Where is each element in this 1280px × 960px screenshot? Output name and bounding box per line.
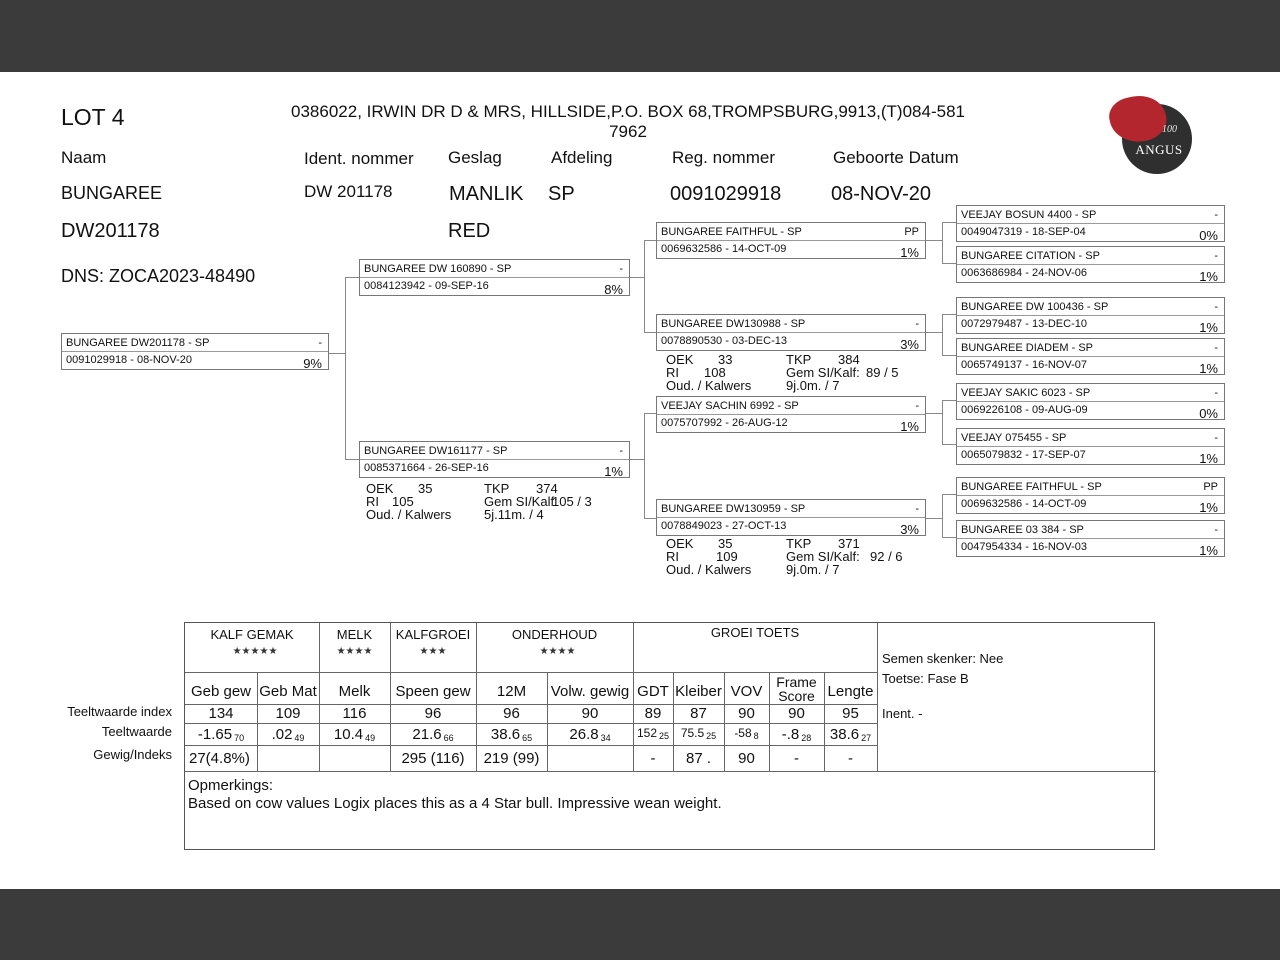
pedigree-name: BUNGAREE FAITHFUL - SP — [661, 226, 802, 238]
group-header: KALFGROEI — [395, 627, 471, 642]
pedigree-gg-6 — [956, 428, 1225, 465]
connector-line — [329, 353, 345, 354]
connector-line — [942, 314, 956, 315]
stat-value: 35 — [418, 481, 433, 496]
animal-naam: BUNGAREE — [61, 183, 163, 203]
breeding-value — [769, 726, 824, 743]
breeding-value — [547, 726, 633, 743]
breeding-value-number: 152 — [636, 726, 657, 740]
connector-line — [345, 459, 359, 460]
stat-value: 105 — [392, 494, 414, 509]
pedigree-pp: - — [619, 445, 623, 457]
stat-label: Oud. / Kalwers — [666, 562, 752, 577]
weight-index-value: 219 (99) — [483, 750, 540, 767]
index-value: 89 — [644, 705, 662, 722]
column-header: VOV — [730, 683, 763, 700]
pedigree-gg-8 — [956, 520, 1225, 557]
stat-label: OEK — [366, 481, 394, 496]
connector-line — [630, 459, 644, 460]
column-header: GDT — [637, 683, 669, 700]
pedigree-reg: 0078890530 - 03-DEC-13 — [661, 335, 787, 347]
pedigree-name: BUNGAREE DW130988 - SP — [661, 318, 806, 330]
pedigree-pct: 1% — [1199, 361, 1218, 376]
connector-line — [630, 277, 644, 278]
stat-value: 109 — [716, 549, 738, 564]
connector-line — [644, 332, 656, 333]
accuracy-value: 34 — [600, 733, 611, 743]
connector-line — [942, 537, 956, 538]
pedigree-pct: 1% — [1199, 269, 1218, 284]
connector-line — [942, 444, 956, 445]
pedigree-dam-sire — [656, 396, 926, 433]
weight-index-value: - — [848, 750, 853, 767]
breeding-value-number: 21.6 — [412, 726, 442, 743]
connector-line — [644, 413, 656, 414]
connector-line — [942, 263, 956, 264]
pedigree-name: VEEJAY 075455 - SP — [961, 432, 1067, 444]
pedigree-pct: 1% — [1199, 543, 1218, 558]
pedigree-sire-sire — [656, 222, 926, 259]
connector-line — [942, 355, 956, 356]
connector-line — [644, 413, 645, 519]
table-grid-line — [185, 723, 877, 724]
logo-text: ANGUS — [1135, 142, 1183, 157]
index-value: 90 — [788, 705, 805, 722]
animal-ident: DW 201178 — [304, 182, 393, 201]
performance-table — [184, 622, 1155, 850]
pedigree-pp: - — [1214, 250, 1218, 262]
pedigree-pp: - — [1214, 387, 1218, 399]
accuracy-value: 65 — [522, 733, 533, 743]
animal-reg: 0091029918 — [670, 183, 782, 205]
pedigree-pct: 1% — [1199, 320, 1218, 335]
index-value: 95 — [842, 705, 859, 722]
pedigree-pp: PP — [1203, 481, 1218, 493]
pedigree-reg: 0069632586 - 14-OCT-09 — [961, 498, 1087, 510]
connector-line — [926, 518, 942, 519]
column-header: Frame Score — [776, 674, 817, 704]
stat-label: OEK — [666, 352, 694, 367]
weight-index-value: - — [650, 750, 656, 767]
row-label-index: Teeltwaarde index — [67, 704, 172, 719]
stat-label: RI — [666, 549, 679, 564]
connector-line — [926, 240, 942, 241]
breeding-value-number: 38.6 — [829, 726, 860, 743]
pedigree-reg: 0091029918 - 08-NOV-20 — [66, 354, 192, 366]
pedigree-name: BUNGAREE DW201178 - SP — [66, 337, 210, 349]
pedigree-reg: 0069632586 - 14-OCT-09 — [661, 243, 787, 255]
animal-dns: DNS: ZOCA2023-48490 — [61, 266, 256, 286]
group-header: ONDERHOUD — [511, 627, 598, 642]
breeding-value — [633, 726, 673, 741]
pedigree-pp: - — [1214, 342, 1218, 354]
index-value: 96 — [503, 705, 520, 722]
rating-stars-icon: ★★★ — [419, 646, 447, 657]
pedigree-pct: 3% — [900, 522, 919, 537]
header-afdeling: Afdeling — [551, 148, 613, 167]
stat-label: RI — [666, 365, 679, 380]
pedigree-reg: 0084123942 - 09-SEP-16 — [364, 280, 489, 292]
pedigree-pct: 1% — [1199, 451, 1218, 466]
stat-value: 89 / 5 — [866, 365, 899, 380]
breeding-value — [476, 726, 547, 743]
breeding-value-number: .02 — [271, 726, 293, 743]
weight-index-value: 295 (116) — [401, 750, 465, 767]
pedigree-gg-5 — [956, 383, 1225, 420]
column-header: Lengte — [827, 683, 874, 700]
pedigree-name: BUNGAREE DW 100436 - SP — [961, 301, 1109, 313]
pedigree-gg-7 — [956, 477, 1225, 514]
column-header: Kleiber — [675, 683, 722, 700]
column-header: 12M — [496, 683, 527, 700]
breeding-value-number: 26.8 — [569, 726, 599, 743]
index-value: 109 — [275, 705, 301, 722]
pedigree-pct: 0% — [1199, 406, 1218, 421]
pedigree-pp: - — [915, 400, 919, 412]
pedigree-gg-1 — [956, 205, 1225, 242]
pedigree-gg-3 — [956, 297, 1225, 334]
lot-number: LOT 4 — [61, 104, 125, 130]
accuracy-value: 28 — [801, 733, 812, 743]
pedigree-name: BUNGAREE DW161177 - SP — [364, 445, 508, 457]
pedigree-pct: 8% — [604, 282, 623, 297]
pedigree-pct: 1% — [1199, 500, 1218, 515]
logo-badge: 100 — [1162, 124, 1177, 135]
bottom-bar — [0, 889, 1280, 960]
row-label-tw: Teeltwaarde — [101, 724, 172, 739]
pedigree-reg: 0072979487 - 13-DEC-10 — [961, 318, 1087, 330]
pedigree-pp: - — [915, 503, 919, 515]
connector-line — [942, 494, 943, 538]
test-phase: Toetse: Fase B — [882, 671, 969, 686]
group-header: GROEI TOETS — [710, 625, 800, 640]
pedigree-reg: 0085371664 - 26-SEP-16 — [364, 462, 489, 474]
owner-details: 0386022, IRWIN DR D & MRS, HILLSIDE,P.O. BOX 68,TROMPSBURG,9913,(T)084-581 7962 — [291, 102, 965, 141]
header-geslag: Geslag — [448, 148, 502, 167]
pedigree-name: BUNGAREE 03 384 - SP — [961, 524, 1084, 536]
table-grid-line — [877, 623, 878, 771]
connector-line — [942, 222, 943, 264]
pedigree-self — [61, 333, 329, 370]
connector-line — [926, 332, 942, 333]
pedigree-pct: 9% — [303, 356, 322, 371]
pedigree-pp: PP — [904, 226, 919, 238]
pedigree-sire-dam — [656, 314, 926, 351]
connector-line — [942, 222, 956, 223]
pedigree-reg: 0078849023 - 27-OCT-13 — [661, 520, 787, 532]
pedigree-reg: 0065079832 - 17-SEP-07 — [961, 449, 1086, 461]
stat-label: Gem SI/Kalf: — [786, 365, 860, 380]
connector-line — [926, 413, 942, 414]
pedigree-reg: 0047954334 - 16-NOV-03 — [961, 541, 1087, 553]
column-header: Volw. gewig — [550, 683, 630, 700]
index-value: 134 — [208, 705, 234, 722]
pedigree-sire — [359, 259, 630, 296]
pedigree-pp: - — [1214, 432, 1218, 444]
stat-label: TKP — [484, 481, 510, 496]
accuracy-value: 49 — [294, 733, 305, 743]
index-value: 96 — [424, 705, 442, 722]
pedigree-name: BUNGAREE CITATION - SP — [961, 250, 1100, 262]
breeding-value-number: 38.6 — [490, 726, 521, 743]
pedigree-gg-4 — [956, 338, 1225, 375]
stat-label: Oud. / Kalwers — [366, 507, 452, 522]
header-ident: Ident. nommer — [304, 149, 414, 168]
column-header: Geb Mat — [259, 683, 317, 700]
group-header: MELK — [336, 627, 373, 642]
pedigree-pp: - — [1214, 301, 1218, 313]
animal-afdeling: SP — [548, 183, 575, 205]
index-value: 90 — [738, 705, 755, 722]
pedigree-dam-dam — [656, 499, 926, 536]
stat-value: 9j.0m. / 7 — [786, 562, 840, 577]
table-grid-line — [185, 672, 877, 673]
pedigree-name: BUNGAREE DW 160890 - SP — [364, 263, 512, 275]
stat-value: 371 — [838, 536, 860, 551]
connector-line — [644, 518, 656, 519]
connector-line — [644, 240, 645, 333]
pedigree-pct: 1% — [604, 464, 623, 479]
remarks-text: Based on cow values Logix places this as a 4 Star bull. Impressive wean weight. — [188, 795, 722, 812]
pedigree-pp: - — [1214, 524, 1218, 536]
pedigree-reg: 0069226108 - 09-AUG-09 — [961, 404, 1088, 416]
pedigree-name: VEEJAY BOSUN 4400 - SP — [961, 209, 1097, 221]
accuracy-value: 70 — [234, 733, 245, 743]
pedigree-name: VEEJAY SAKIC 6023 - SP — [961, 387, 1091, 399]
connector-line — [345, 277, 346, 460]
breeding-value — [257, 726, 319, 743]
index-value: 90 — [581, 705, 599, 722]
column-header: Melk — [338, 683, 371, 700]
pedigree-dam — [359, 441, 630, 478]
stat-value: 105 / 3 — [552, 494, 592, 509]
breeding-value — [185, 726, 257, 743]
semen-donor: Semen skenker: Nee — [882, 651, 1004, 666]
pedigree-pp: - — [318, 337, 322, 349]
stat-label: OEK — [666, 536, 694, 551]
stat-label: TKP — [786, 536, 812, 551]
stat-value: 92 / 6 — [870, 549, 903, 564]
angus-logo — [1110, 94, 1196, 174]
accuracy-value: 25 — [706, 731, 717, 741]
table-grid-line — [185, 745, 877, 746]
remarks-label: Opmerkings: — [188, 777, 274, 794]
stat-value: 374 — [536, 481, 558, 496]
connector-line — [942, 314, 943, 356]
pedigree-pp: - — [915, 318, 919, 330]
index-value: 116 — [342, 705, 367, 722]
weight-index-value: 87 . — [685, 750, 712, 767]
pedigree-reg: 0075707992 - 26-AUG-12 — [661, 417, 788, 429]
pedigree-reg: 0065749137 - 16-NOV-07 — [961, 359, 1087, 371]
breeding-value-number: -58 — [734, 726, 752, 740]
accuracy-value: 49 — [365, 733, 376, 743]
breeding-value-number: -1.65 — [197, 726, 233, 743]
stat-value: 108 — [704, 365, 726, 380]
breeding-value — [319, 726, 390, 743]
pedigree-reg: 0063686984 - 24-NOV-06 — [961, 267, 1087, 279]
pedigree-reg: 0049047319 - 18-SEP-04 — [961, 226, 1086, 238]
header-geboorte: Geboorte Datum — [833, 148, 959, 167]
pedigree-name: BUNGAREE DIADEM - SP — [961, 342, 1094, 354]
pedigree-name: VEEJAY SACHIN 6992 - SP — [661, 400, 799, 412]
stat-value: 5j.11m. / 4 — [484, 507, 544, 522]
stat-label: Gem SI/Kalf: — [484, 494, 558, 509]
accuracy-value: 27 — [861, 733, 872, 743]
pedigree-pct: 1% — [900, 419, 919, 434]
pedigree-pct: 0% — [1199, 228, 1218, 243]
top-bar — [0, 0, 1280, 72]
header-reg: Reg. nommer — [672, 148, 775, 167]
index-value: 87 — [690, 705, 707, 722]
animal-geboorte: 08-NOV-20 — [831, 183, 932, 205]
connector-line — [942, 400, 943, 445]
breeding-value-number: 75.5 — [680, 726, 705, 740]
pedigree-pp: - — [619, 263, 623, 275]
breeding-value — [724, 726, 769, 741]
rating-stars-icon: ★★★★ — [539, 646, 576, 657]
pedigree-pct: 3% — [900, 337, 919, 352]
animal-geslag: MANLIK — [449, 183, 524, 205]
pedigree-gg-2 — [956, 246, 1225, 283]
stat-value: 33 — [718, 352, 733, 367]
animal-kleur: RED — [448, 220, 491, 242]
stat-value: 9j.0m. / 7 — [786, 378, 840, 393]
pedigree-pct: 1% — [900, 245, 919, 260]
breeding-value — [673, 726, 724, 741]
weight-index-value: 90 — [738, 750, 755, 767]
pedigree-name: BUNGAREE FAITHFUL - SP — [961, 481, 1102, 493]
table-grid-line — [185, 771, 1156, 772]
breeding-value — [390, 726, 476, 743]
group-header: KALF GEMAK — [210, 627, 294, 642]
connector-line — [345, 277, 359, 278]
connector-line — [942, 400, 956, 401]
connector-line — [644, 240, 656, 241]
stat-label: TKP — [786, 352, 812, 367]
accuracy-value: 8 — [753, 731, 759, 741]
connector-line — [942, 494, 956, 495]
column-header: Speen gew — [395, 683, 471, 700]
stat-value: 384 — [838, 352, 860, 367]
pedigree-name: BUNGAREE DW130959 - SP — [661, 503, 806, 515]
breeding-value-number: 10.4 — [333, 726, 364, 743]
pedigree-pp: - — [1214, 209, 1218, 221]
header-naam: Naam — [61, 148, 107, 167]
weight-index-value: - — [794, 750, 799, 767]
column-header: Geb gew — [190, 683, 252, 700]
weight-index-value: 27(4.8%) — [189, 750, 250, 767]
inoculation: Inent. - — [882, 706, 923, 721]
animal-id2: DW201178 — [61, 220, 160, 242]
rating-stars-icon: ★★★★★ — [232, 646, 278, 657]
stat-label: Gem SI/Kalf: — [786, 549, 860, 564]
rating-stars-icon: ★★★★ — [336, 646, 373, 657]
accuracy-value: 66 — [443, 733, 454, 743]
stat-value: 35 — [718, 536, 733, 551]
breeding-value — [824, 726, 877, 743]
stat-label: RI — [366, 494, 379, 509]
accuracy-value: 25 — [659, 731, 670, 741]
stat-label: Oud. / Kalwers — [666, 378, 752, 393]
row-label-gewig: Gewig/Indeks — [93, 747, 172, 762]
breeding-value-number: -.8 — [781, 726, 800, 743]
